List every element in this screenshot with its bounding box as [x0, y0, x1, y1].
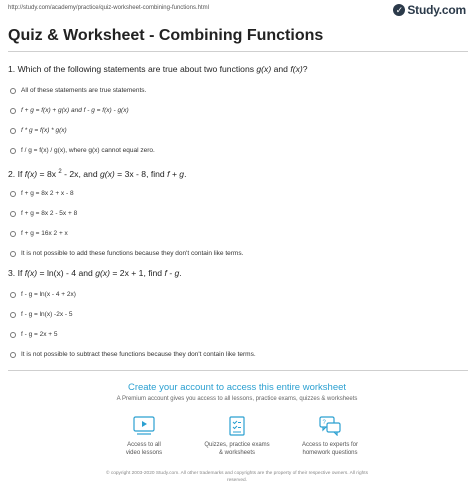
answer-option[interactable]: [8, 349, 468, 360]
radio-button[interactable]: [10, 88, 16, 94]
chat-expert-icon: [318, 416, 342, 436]
feature-label: Access to all video lessons: [125, 442, 163, 456]
radio-button[interactable]: [10, 352, 16, 358]
radio-button[interactable]: [10, 191, 16, 197]
option-label: It is not possible to add these functions because they don't contain like terms.: [21, 250, 244, 257]
radio-button[interactable]: [10, 211, 16, 217]
option-label: f - g = 2x + 5: [21, 331, 58, 338]
feature-label: Access to experts for homework questions: [301, 442, 359, 456]
question-text: 3. If f(x) = ln(x) - 4 and g(x) = 2x + 1, find f - g.: [8, 268, 182, 278]
answer-option[interactable]: [8, 248, 468, 259]
answer-option[interactable]: [8, 208, 468, 219]
top-bar: [8, 3, 468, 17]
feature-experts: [270, 416, 390, 457]
radio-button[interactable]: [10, 108, 16, 114]
page-title: Quiz & Worksheet - Combining Functions: [8, 27, 324, 44]
promo-subtitle: A Premium account gives you access to all lessons, practice exams, quizzes & worksheets: [116, 396, 358, 402]
answer-option[interactable]: [8, 145, 468, 156]
page-url: http://study.com/academy/practice/quiz-worksheet-combining-functions.html: [8, 5, 209, 11]
option-label: f - g = ln(x - 4 + 2x): [21, 291, 76, 298]
option-label: f - g = ln(x) -2x - 5: [21, 311, 73, 318]
question-1: [8, 62, 468, 156]
feature-label: Quizzes, practice exams & worksheets: [204, 442, 270, 456]
option-label: f / g = f(x) / g(x), where g(x) cannot equal zero.: [21, 147, 155, 154]
radio-button[interactable]: [10, 292, 16, 298]
option-label: f * g = f(x) * g(x): [21, 127, 67, 134]
video-lesson-icon: [132, 416, 156, 436]
answer-option[interactable]: [8, 228, 468, 239]
radio-button[interactable]: [10, 251, 16, 257]
option-label: f + g = 8x 2 + x - 8: [21, 190, 74, 197]
answer-option[interactable]: [8, 188, 468, 199]
radio-button[interactable]: [10, 148, 16, 154]
question-2: [8, 165, 468, 259]
radio-button[interactable]: [10, 312, 16, 318]
radio-button[interactable]: [10, 231, 16, 237]
promo-title[interactable]: Create your account to access this entire worksheet: [127, 382, 347, 393]
answer-option[interactable]: [8, 309, 468, 320]
logo-text: Study.com: [407, 3, 466, 17]
question-3: [8, 266, 468, 360]
answer-option[interactable]: [8, 105, 468, 116]
option-label: f + g = f(x) + g(x) and f - g = f(x) - g(x): [21, 107, 129, 114]
title-divider: [8, 51, 468, 52]
answer-option[interactable]: [8, 329, 468, 340]
copyright-line-2: reserved.: [227, 478, 247, 483]
question-text: 1. Which of the following statements are true about two functions g(x) and f(x)?: [8, 64, 308, 74]
question-text: 2. If f(x) = 8x $^2$ - 2x, and g(x) = 3x - 8, find f + g.: [8, 168, 187, 179]
quiz-icon: [225, 416, 249, 436]
option-label: f + g = 8x 2 - 5x + 8: [21, 210, 78, 217]
answer-option[interactable]: [8, 85, 468, 96]
radio-button[interactable]: [10, 332, 16, 338]
radio-button[interactable]: [10, 128, 16, 134]
checkmark-icon: ✓: [393, 4, 405, 16]
study-logo[interactable]: [393, 3, 466, 17]
option-label: It is not possible to subtract these functions because they don't contain like terms.: [21, 351, 256, 358]
option-label: f + g = 16x 2 + x: [21, 230, 68, 237]
answer-option[interactable]: [8, 125, 468, 136]
copyright-line-1: © copyright 2003-2020 Study.com. All other trademarks and copyrights are the property of their respective owners. All rights: [105, 471, 369, 476]
promo-divider: [8, 370, 468, 371]
svg-text:?: ?: [322, 420, 326, 426]
option-label: All of these statements are true statements.: [21, 87, 147, 94]
answer-option[interactable]: [8, 289, 468, 300]
